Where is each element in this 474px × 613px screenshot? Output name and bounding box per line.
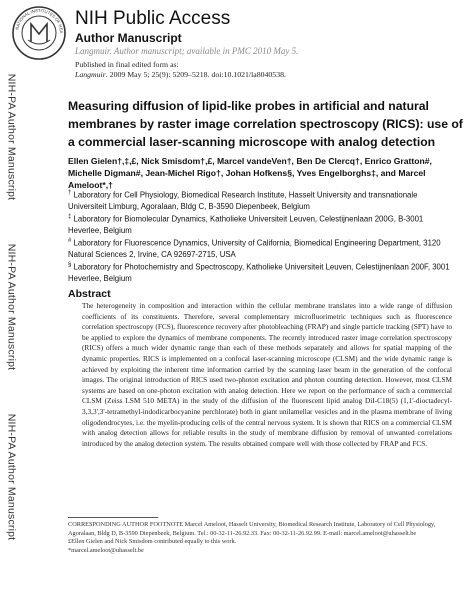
publication-info [75,60,286,80]
journal-name: Langmuir [75,70,106,79]
article-title: Measuring diffusion of lipid-like probes in artificial and natural membranes by raster image correlation spectroscopy (RICS): use of a commercial laser-scanning microscope with analog detection [68,99,463,149]
nih-logo [6,4,72,62]
side-label: NIH-PA Author Manuscript [5,243,18,371]
availability-line: Langmuir. Author manuscript; available in PMC 2010 May 5. [75,46,299,56]
affiliation: † Laboratory for Cell Physiology, Biomedical Research Institute, Hasselt University and transnationale Universiteit Limburg, Agoralaan, Bldg C, B-3590 Diepenbeek, Belgium [68,190,418,211]
affiliation: ‡ Laboratory for Biomolecular Dynamics, Katholieke Universiteit Leuven, Celestijnenlaan 200G, B-3001 Heverlee, Belgium [68,214,424,235]
affiliation: § Laboratory for Photochemistry and Spectroscopy, Katholieke Universiteit Leuven, Celestijnenlaan 200F, 3001 Heverlee, Belgium [68,262,450,283]
side-label: NIH-PA Author Manuscript [5,413,18,541]
abstract-heading: Abstract [68,288,111,300]
footnote: £Ellen Gielen and Nick Smisdom contributed equally to this work. [68,538,237,546]
header-title: NIH Public Access [75,8,231,29]
footnote: CORRESPONDING AUTHOR FOOTNOTE Marcel Ameloot, Hasselt University, Biomedical Research Institute, Laboratory of Cell Physiology, Agoralaan, Bldg D, B-3590 Diepenbeek, Belgium. Tel.: 00-32-11-26.92.33. Fax: 00-32-11-26.92.99. E-mail: marcel.ameloot@uhasselt.be [68,521,436,537]
pubinfo-line: Published in final edited form as: [75,60,179,69]
citation [75,70,286,80]
logo-lettering: NATIONAL INSTITUTES OF HEA [14,7,65,34]
left-margin-band [0,62,22,613]
abstract-body: The heterogeneity in composition and interaction within the cellular membrane translates into a wide range of diffusion coefficients of its constituents. Therefore, several complementary microfluorimetric techniques such as fluorescence correlation spectroscopy (FCS), fluorescence recovery after photobleaching (FRAP) and single particle tracking (SPT) have to be applied to explore the dynamics of membrane components. The recently introduced raster image correlation spectroscopy (RICS) offers a much wider dynamic range than each of these methods separately and allows for spatial mapping of the dynamic properties. RICS is implemented on a confocal laser-scanning microscope (CLSM) and the wide dynamic range is achieved by exploiting the inherent time information carried by the scanning laser beam in the generation of the confocal images. The original introduction of RICS used two-photon excitation and photon counting detection. However, most CLSM systems are based on one-photon excitation with analog detection. Here we report on the performance of such a commercial CLSM (Zeiss LSM 510 META) in the study of the diffusion of the fluorescent lipid analog DiI-C18(5) (1,1'-dioctadecyl-3,3,3',3'-tetramethyl-indodicarbocyanine perchlorate) both in giant unilamellar vesicles and in the plasma membrane of living oligodendrocytes, i.e. the myelin-producing cells of the central nervous system. It is shown that RICS on a commercial CLSM with analog detection allows for reliable results in the study of membrane diffusion by removal of unwanted correlations introduced by the analog detection system. The results obtained compare well with those collected by FRAP and FCS. [82,301,452,448]
footnotes [68,521,460,555]
affiliation: # Laboratory for Fluorescence Dynamics, University of California, Biomedical Engineering Department, 3120 Natural Sciences 2, Irvine, CA 92697-2715, USA [68,238,441,259]
footnote: *marcel.ameloot@uhasselt.be [68,546,144,554]
side-label: NIH-PA Author Manuscript [5,73,18,201]
footnote-divider [68,517,158,518]
author-list: Ellen Gielen†,‡,£, Nick Smisdom†,£, Marcel vandeVen†, Ben De Clercq†, Enrico Gratton#, Michelle Digman#, Jean-Michel Rigo†, Johan Hofkens§, Yves Engelborghs‡, and Marcel Ameloot*,† [68,156,432,190]
citation-text: . 2009 May 5; 25(9): 5209–5218. doi:10.1021/la8040538. [105,70,286,79]
header-subtitle: Author Manuscript [75,31,182,45]
